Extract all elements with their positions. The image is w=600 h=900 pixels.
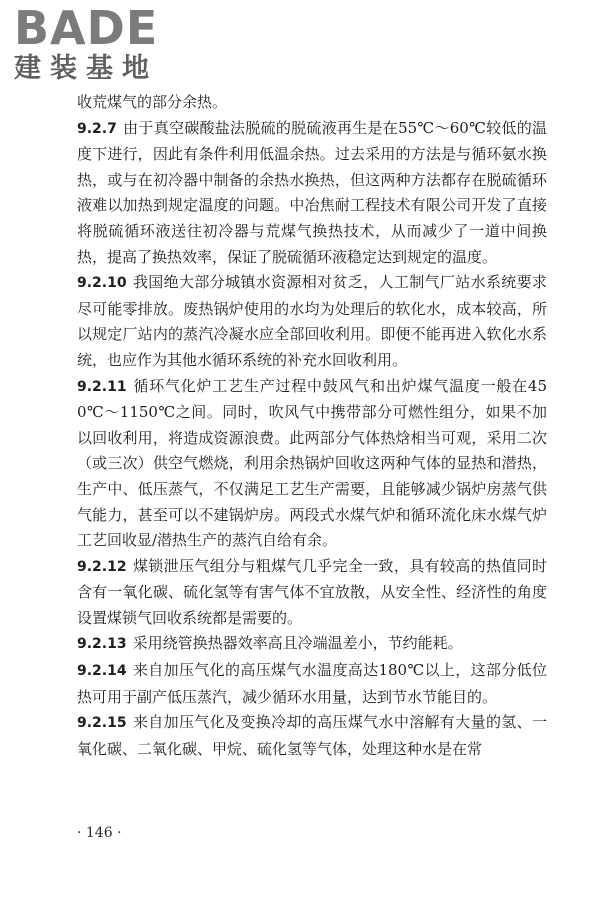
logo-word: BADE bbox=[14, 1, 159, 55]
page-number: · 146 · bbox=[77, 825, 122, 841]
clause-number: 9.2.15 bbox=[77, 715, 127, 732]
section-9-2-15 bbox=[77, 710, 547, 762]
section-9-2-7 bbox=[77, 116, 547, 271]
section-9-2-11 bbox=[77, 374, 547, 554]
clause-text: 由于真空碳酸盐法脱硫的脱硫液再生是在55℃～60℃较低的温度下进行，因此有条件利用低温余热。过去采用的方法是与循环氨水换热，或与在初冷器中制备的余热水换热，但这两种方法都存在脱硫循环液难以加热到规定温度的问题。中冶焦耐工程技术有限公司开发了直接将脱硫循环液送往初冷器与荒煤气换热技术，从而减少了一道中间换热，提高了换热效率，保证了脱硫循环液稳定达到规定的温度。 bbox=[77, 118, 547, 266]
clause-text: 来自加压气化及变换冷却的高压煤气水中溶解有大量的氢、一氧化碳、二氧化碳、甲烷、硫化氢等气体，处理这种水是在常 bbox=[77, 713, 547, 758]
clause-text: 采用绕管换热器效率高且冷端温差小，节约能耗。 bbox=[132, 634, 463, 653]
clause-text: 我国绝大部分城镇水资源相对贫乏，人工制气厂站水系统要求尽可能零排放。废热锅炉使用的水均为处理后的软化水，成本较高，所以规定厂站内的蒸汽冷凝水应全部回收利用。即便不能再进入软化水系统，也应作为其他水循环系统的补充水回收利用。 bbox=[77, 273, 547, 369]
clause-number: 9.2.12 bbox=[77, 558, 127, 575]
clause-text: 循环气化炉工艺生产过程中鼓风气和出炉煤气温度一般在450℃～1150℃之间。同时，吹风气中携带部分可燃性组分，如果不加以回收利用，将造成资源浪费。此两部分气体热焓相当可观，采用二次（或三次）供空气燃烧，利用余热锅炉回收这两种气体的显热和潜热，生产中、低压蒸气，不仅满足工艺生产需要，且能够减少锅炉房蒸气供气能力，甚至可以不建锅炉房。两段式水煤气炉和循环流化床水煤气炉工艺回收显/潜热生产的蒸汽自给有余。 bbox=[77, 376, 547, 550]
clause-number: 9.2.10 bbox=[77, 275, 127, 292]
continuation-text: 收荒煤气的部分余热。 bbox=[77, 93, 228, 111]
clause-number: 9.2.7 bbox=[77, 120, 117, 137]
clause-text: 来自加压气化的高压煤气水温度高达180℃以上，这部分低位热可用于副产低压蒸汽，减少循环水用量，达到节水节能目的。 bbox=[77, 661, 547, 706]
clause-number: 9.2.14 bbox=[77, 663, 127, 680]
section-9-2-14 bbox=[77, 658, 547, 710]
logo-subtitle: 建装基地 bbox=[14, 53, 158, 84]
section-9-2-10 bbox=[77, 270, 547, 373]
brand-logo bbox=[14, 1, 184, 85]
clause-text: 煤锁泄压气组分与粗煤气几乎完全一致，具有较高的热值同时含有一氧化碳、硫化氢等有害气体不宜放散，从安全性、经济性的角度设置煤锁气回收系统都是需要的。 bbox=[77, 556, 547, 627]
clause-number: 9.2.11 bbox=[77, 378, 127, 395]
document-body bbox=[77, 90, 547, 762]
section-9-2-13 bbox=[77, 631, 547, 658]
clause-number: 9.2.13 bbox=[77, 636, 127, 653]
section-9-2-12 bbox=[77, 554, 547, 632]
